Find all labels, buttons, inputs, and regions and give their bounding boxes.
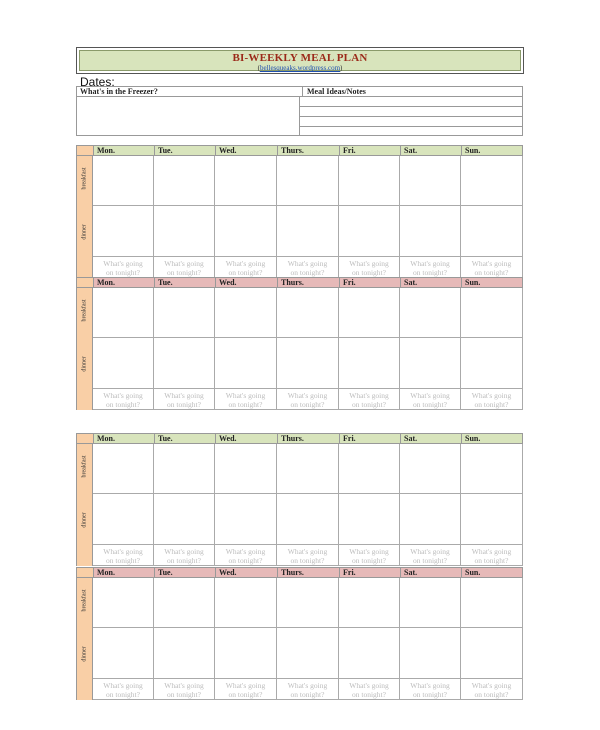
title-banner-inner (79, 50, 521, 71)
row-label-breakfast: breakfast (81, 299, 88, 322)
dinner-cell[interactable] (277, 206, 339, 257)
dinner-cell[interactable] (154, 628, 215, 679)
day-header: Wed. (216, 146, 278, 155)
placeholder-line1: What's going (349, 391, 389, 400)
notes-line[interactable] (299, 106, 522, 107)
placeholder-cell[interactable] (339, 679, 400, 700)
dinner-cell[interactable] (339, 494, 400, 545)
page-title: BI-WEEKLY MEAL PLAN (232, 52, 368, 64)
placeholder-line2: on tonight? (474, 400, 509, 409)
dinner-cell[interactable] (400, 628, 461, 679)
day-header: Thurs. (278, 568, 340, 577)
day-header: Wed. (216, 568, 278, 577)
placeholder-line1: What's going (471, 391, 512, 400)
placeholder-cell[interactable] (400, 389, 461, 410)
dinner-cell[interactable] (215, 494, 277, 545)
placeholder-line2: on tonight? (106, 556, 140, 565)
breakfast-cell[interactable] (277, 444, 339, 494)
placeholder-cell[interactable] (461, 389, 523, 410)
placeholder-line1: What's going (287, 259, 328, 268)
day-header: Thurs. (278, 146, 340, 155)
placeholder-line2: on tonight? (228, 690, 263, 699)
placeholder-line1: What's going (287, 391, 328, 400)
day-header: Fri. (340, 568, 401, 577)
placeholder-cell[interactable] (93, 257, 154, 278)
day-header: Wed. (216, 434, 278, 443)
dinner-cell[interactable] (154, 338, 215, 389)
placeholder-line2: on tonight? (413, 556, 447, 565)
dinner-cell[interactable] (93, 628, 154, 679)
breakfast-cell[interactable] (215, 156, 277, 206)
placeholder-line1: What's going (287, 681, 328, 690)
placeholder-line1: What's going (225, 681, 266, 690)
day-header-row (76, 145, 523, 156)
breakfast-cell[interactable] (215, 444, 277, 494)
dinner-cell[interactable] (277, 628, 339, 679)
dinner-cell[interactable] (93, 206, 154, 257)
placeholder-cell[interactable] (400, 679, 461, 700)
placeholder-line1: What's going (410, 681, 450, 690)
day-header: Tue. (155, 278, 216, 287)
day-header: Mon. (94, 568, 155, 577)
placeholder-line2: on tonight? (352, 400, 386, 409)
breakfast-cell[interactable] (154, 156, 215, 206)
url-open-paren: ( (257, 64, 260, 72)
placeholder-cell[interactable] (461, 545, 523, 566)
placeholder-cell[interactable] (215, 389, 277, 410)
placeholder-line2: on tonight? (413, 400, 447, 409)
breakfast-cell[interactable] (93, 578, 154, 628)
row-label-dinner: dinner (81, 645, 88, 662)
week-block (76, 145, 523, 278)
placeholder-line2: on tonight? (167, 690, 201, 699)
row-label-breakfast: breakfast (81, 455, 88, 478)
breakfast-cell[interactable] (461, 288, 523, 338)
placeholder-line1: What's going (103, 681, 143, 690)
breakfast-cell[interactable] (339, 156, 400, 206)
placeholder-line2: on tonight? (290, 556, 325, 565)
placeholder-line2: on tonight? (106, 690, 140, 699)
placeholder-cell[interactable] (215, 545, 277, 566)
dinner-cell[interactable] (93, 494, 154, 545)
dinner-cell[interactable] (339, 338, 400, 389)
header-corner (77, 568, 94, 577)
breakfast-cell[interactable] (400, 578, 461, 628)
placeholder-cell[interactable] (93, 389, 154, 410)
placeholder-line2: on tonight? (106, 400, 140, 409)
dinner-cell[interactable] (154, 206, 215, 257)
day-header: Fri. (340, 278, 401, 287)
notes-heading: Meal Ideas/Notes (299, 87, 522, 97)
placeholder-cell[interactable] (277, 679, 339, 700)
dinner-cell[interactable] (277, 338, 339, 389)
row-label-breakfast: breakfast (81, 589, 88, 612)
breakfast-cell[interactable] (154, 444, 215, 494)
header-corner (77, 146, 94, 155)
placeholder-line1: What's going (103, 391, 143, 400)
placeholder-line2: on tonight? (474, 268, 509, 277)
placeholder-line2: on tonight? (474, 690, 509, 699)
row-label-dinner: dinner (81, 511, 88, 528)
placeholder-line1: What's going (410, 391, 450, 400)
placeholder-line2: on tonight? (290, 268, 325, 277)
day-header: Mon. (94, 278, 155, 287)
title-banner (76, 47, 524, 74)
day-header-row (76, 433, 523, 444)
placeholder-line1: What's going (349, 681, 389, 690)
breakfast-cell[interactable] (215, 578, 277, 628)
placeholder-line2: on tonight? (167, 556, 201, 565)
row-label-dinner: dinner (81, 355, 88, 372)
placeholder-line1: What's going (164, 547, 204, 556)
day-header: Mon. (94, 434, 155, 443)
placeholder-cell[interactable] (461, 257, 523, 278)
breakfast-cell[interactable] (93, 444, 154, 494)
placeholder-cell[interactable] (339, 389, 400, 410)
placeholder-cell[interactable] (400, 257, 461, 278)
day-header: Sat. (401, 146, 462, 155)
breakfast-cell[interactable] (277, 288, 339, 338)
day-header: Tue. (155, 146, 216, 155)
day-header: Tue. (155, 434, 216, 443)
freezer-field[interactable] (77, 97, 300, 135)
dinner-cell[interactable] (93, 338, 154, 389)
dinner-cell[interactable] (277, 494, 339, 545)
placeholder-cell[interactable] (339, 257, 400, 278)
placeholder-cell[interactable] (461, 679, 523, 700)
placeholder-line1: What's going (103, 259, 143, 268)
placeholder-line2: on tonight? (228, 268, 263, 277)
placeholder-line2: on tonight? (106, 268, 140, 277)
placeholder-line2: on tonight? (352, 268, 386, 277)
placeholder-line1: What's going (471, 547, 512, 556)
row-label-breakfast: breakfast (81, 167, 88, 190)
breakfast-cell[interactable] (215, 288, 277, 338)
notes-line[interactable] (299, 116, 522, 117)
breakfast-cell[interactable] (154, 288, 215, 338)
placeholder-line1: What's going (349, 547, 389, 556)
placeholder-line1: What's going (225, 391, 266, 400)
day-header-row (76, 567, 523, 578)
dinner-cell[interactable] (400, 206, 461, 257)
placeholder-line2: on tonight? (228, 400, 263, 409)
breakfast-cell[interactable] (93, 156, 154, 206)
breakfast-cell[interactable] (461, 156, 523, 206)
day-header: Sun. (465, 568, 481, 577)
breakfast-cell[interactable] (400, 288, 461, 338)
placeholder-cell[interactable] (93, 679, 154, 700)
placeholder-cell[interactable] (154, 545, 215, 566)
week-block (76, 277, 523, 410)
url-close-paren: ) (340, 64, 343, 72)
breakfast-cell[interactable] (461, 444, 523, 494)
week-block (76, 433, 523, 566)
placeholder-line1: What's going (410, 547, 450, 556)
breakfast-cell[interactable] (400, 444, 461, 494)
dinner-cell[interactable] (215, 206, 277, 257)
placeholder-cell[interactable] (154, 679, 215, 700)
placeholder-line1: What's going (471, 681, 512, 690)
dinner-cell[interactable] (154, 494, 215, 545)
day-header: Thurs. (278, 434, 340, 443)
info-box (76, 86, 523, 136)
placeholder-line2: on tonight? (290, 400, 325, 409)
placeholder-cell[interactable] (339, 545, 400, 566)
placeholder-line2: on tonight? (413, 690, 447, 699)
dinner-cell[interactable] (461, 494, 523, 545)
day-header: Sat. (401, 278, 462, 287)
breakfast-cell[interactable] (277, 578, 339, 628)
breakfast-cell[interactable] (339, 578, 400, 628)
day-header: Sun. (465, 278, 481, 287)
placeholder-cell[interactable] (400, 545, 461, 566)
dinner-cell[interactable] (400, 338, 461, 389)
placeholder-line2: on tonight? (413, 268, 447, 277)
placeholder-line1: What's going (471, 259, 512, 268)
dinner-cell[interactable] (339, 628, 400, 679)
freezer-heading: What's in the Freezer? (77, 87, 303, 97)
breakfast-cell[interactable] (339, 288, 400, 338)
placeholder-cell[interactable] (277, 545, 339, 566)
placeholder-cell[interactable] (154, 389, 215, 410)
placeholder-line2: on tonight? (352, 556, 386, 565)
placeholder-cell[interactable] (215, 679, 277, 700)
placeholder-line2: on tonight? (228, 556, 263, 565)
week-block (76, 567, 523, 700)
placeholder-cell[interactable] (277, 257, 339, 278)
dinner-cell[interactable] (215, 628, 277, 679)
dinner-cell[interactable] (400, 494, 461, 545)
breakfast-cell[interactable] (154, 578, 215, 628)
placeholder-line2: on tonight? (352, 690, 386, 699)
placeholder-cell[interactable] (93, 545, 154, 566)
placeholder-line1: What's going (103, 547, 143, 556)
placeholder-line2: on tonight? (474, 556, 509, 565)
placeholder-cell[interactable] (215, 257, 277, 278)
day-header: Thurs. (278, 278, 340, 287)
placeholder-line1: What's going (410, 259, 450, 268)
placeholder-cell[interactable] (154, 257, 215, 278)
day-header: Sat. (401, 434, 462, 443)
dinner-cell[interactable] (461, 206, 523, 257)
placeholder-line1: What's going (287, 547, 328, 556)
breakfast-cell[interactable] (93, 288, 154, 338)
day-header: Sun. (465, 434, 481, 443)
notes-line[interactable] (299, 126, 522, 127)
day-header: Wed. (216, 278, 278, 287)
dinner-cell[interactable] (461, 338, 523, 389)
placeholder-line1: What's going (164, 391, 204, 400)
placeholder-cell[interactable] (277, 389, 339, 410)
day-header: Sun. (465, 146, 481, 155)
placeholder-line1: What's going (164, 681, 204, 690)
header-corner (77, 434, 94, 443)
breakfast-cell[interactable] (400, 156, 461, 206)
placeholder-line2: on tonight? (167, 268, 201, 277)
breakfast-cell[interactable] (339, 444, 400, 494)
placeholder-line1: What's going (349, 259, 389, 268)
day-header: Fri. (340, 146, 401, 155)
placeholder-line1: What's going (164, 259, 204, 268)
dinner-cell[interactable] (215, 338, 277, 389)
dates-label: Dates: (80, 75, 115, 89)
day-header: Tue. (155, 568, 216, 577)
header-corner (77, 278, 94, 287)
day-header-row (76, 277, 523, 288)
breakfast-cell[interactable] (277, 156, 339, 206)
row-label-dinner: dinner (81, 223, 88, 240)
dinner-cell[interactable] (339, 206, 400, 257)
placeholder-line2: on tonight? (290, 690, 325, 699)
placeholder-line1: What's going (225, 547, 266, 556)
day-header: Sat. (401, 568, 462, 577)
dinner-cell[interactable] (461, 628, 523, 679)
placeholder-line2: on tonight? (167, 400, 201, 409)
day-header: Mon. (94, 146, 155, 155)
source-url-link[interactable]: bellesqueaks.wordpress.com (259, 64, 341, 72)
day-header: Fri. (340, 434, 401, 443)
breakfast-cell[interactable] (461, 578, 523, 628)
placeholder-line1: What's going (225, 259, 266, 268)
source-url (80, 64, 520, 72)
